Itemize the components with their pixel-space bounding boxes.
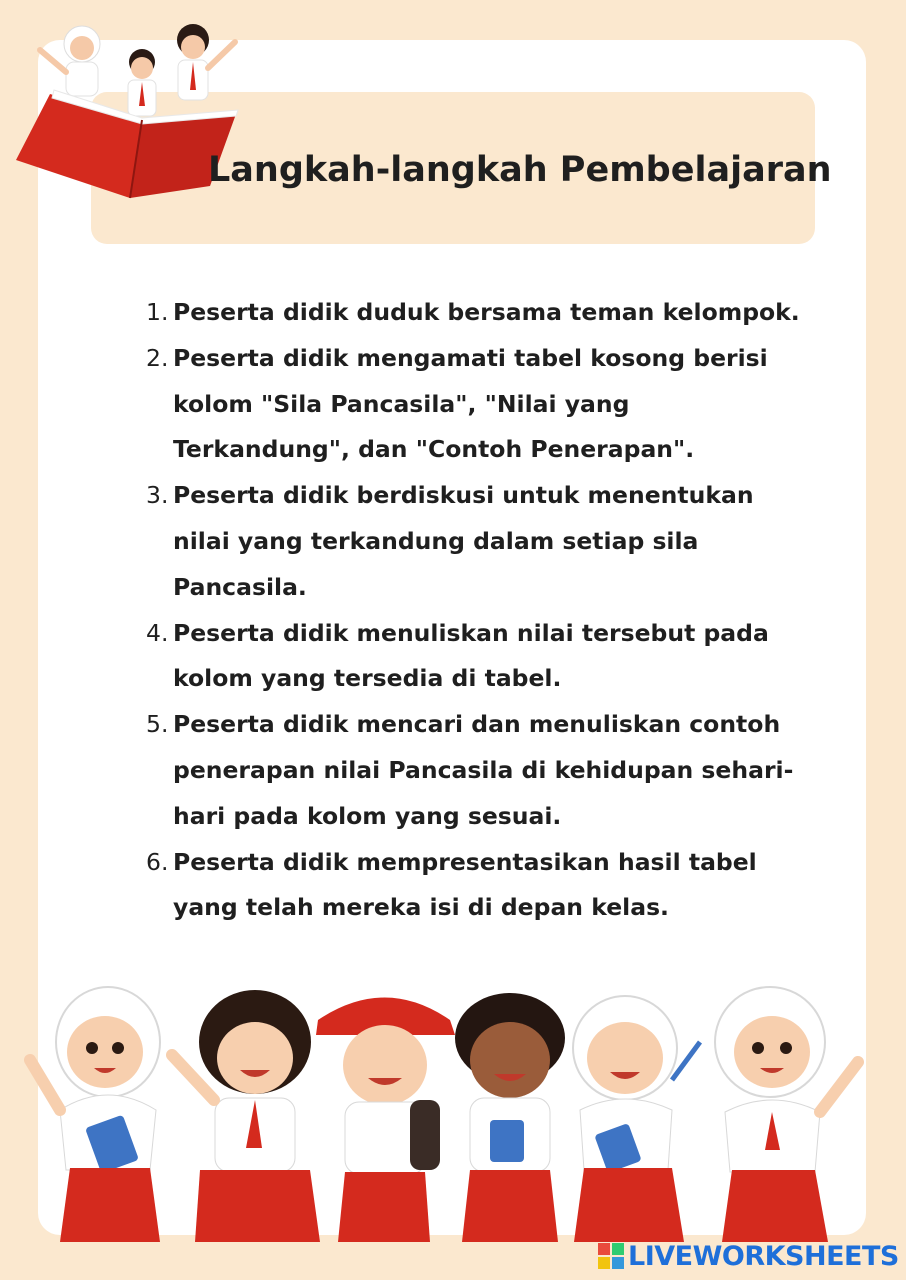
step-text: Peserta didik mempresentasikan hasil tabel yang telah mereka isi di depan kelas. bbox=[173, 847, 757, 922]
step-number: 5. bbox=[146, 710, 169, 739]
list-item bbox=[146, 336, 806, 473]
student-3 bbox=[316, 998, 455, 1243]
list-item bbox=[146, 290, 806, 336]
step-number: 3. bbox=[146, 481, 169, 510]
footer-brand[interactable] bbox=[598, 1236, 899, 1276]
list-item bbox=[146, 611, 806, 703]
student-5 bbox=[573, 996, 700, 1242]
step-number: 4. bbox=[146, 618, 169, 647]
liveworksheets-logo-icon bbox=[598, 1243, 624, 1269]
step-text: Peserta didik mencari dan menuliskan contoh penerapan nilai Pancasila di kehidupan sehari-hari pada kolom yang sesuai. bbox=[173, 710, 794, 830]
step-text: Peserta didik duduk bersama teman kelompok. bbox=[173, 298, 800, 326]
student-1 bbox=[30, 987, 160, 1242]
brand-name: LIVEWORKSHEETS bbox=[628, 1240, 899, 1272]
page-title: Langkah-langkah Pembelajaran bbox=[208, 150, 832, 190]
step-text: Peserta didik berdiskusi untuk menentukan nilai yang terkandung dalam setiap sila Pancasila. bbox=[173, 481, 754, 601]
list-item bbox=[146, 473, 806, 610]
step-text: Peserta didik mengamati tabel kosong berisi kolom "Sila Pancasila", "Nilai yang Terkandung", dan "Contoh Penerapan". bbox=[173, 343, 768, 464]
child-middle bbox=[128, 49, 156, 116]
red-book bbox=[16, 90, 238, 198]
steps-list bbox=[146, 290, 806, 931]
students-illustration bbox=[0, 980, 906, 1250]
step-text: Peserta didik menuliskan nilai tersebut pada kolom yang tersedia di tabel. bbox=[173, 618, 769, 693]
list-item bbox=[146, 702, 806, 839]
child-right bbox=[177, 24, 235, 100]
student-2 bbox=[172, 990, 320, 1242]
student-6 bbox=[715, 987, 858, 1242]
step-number: 6. bbox=[146, 847, 169, 876]
step-number: 2. bbox=[146, 343, 169, 372]
list-item bbox=[146, 840, 806, 932]
child-left bbox=[40, 26, 100, 96]
student-4 bbox=[455, 993, 565, 1242]
step-number: 1. bbox=[146, 298, 169, 326]
